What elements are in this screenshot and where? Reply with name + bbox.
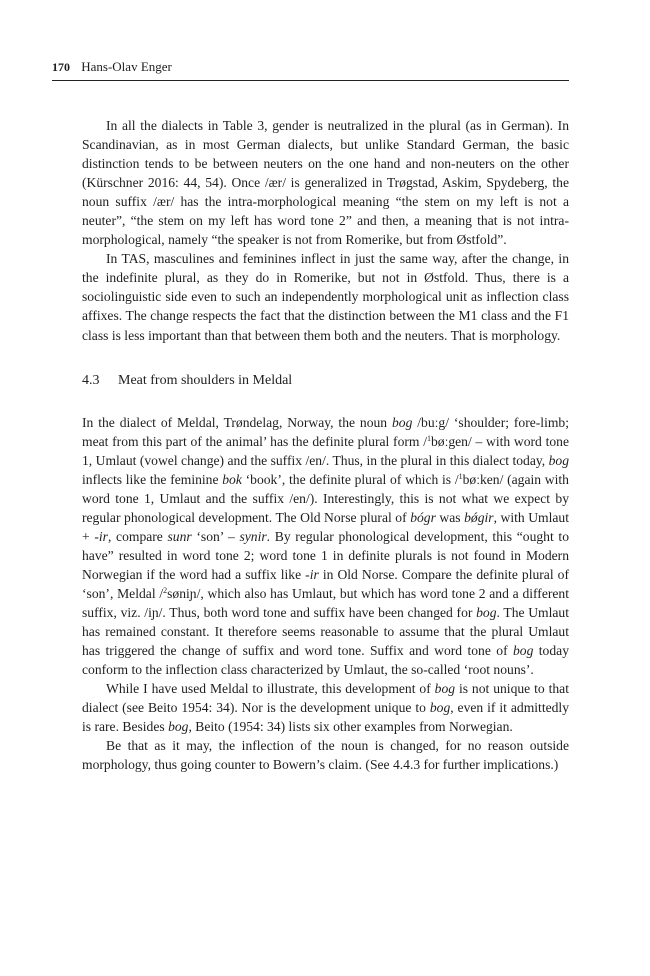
running-head [52,58,569,81]
section-number: 4.3 [82,372,100,388]
text-run: , Beito (1954: 34) lists six other examples from Norwegian. [188,719,513,735]
italic-term: bog [513,643,534,659]
text-run: /buːg/ ‘shoulder; fore-limb; meat from this part of the animal’ has the definite plural form / [82,414,569,449]
text-run: In the dialect of Meldal, Trøndelag, Norway, the noun [82,414,392,430]
text-run: . The Umlaut has remained constant. It therefore seems reasonable to assume that the plural Umlaut has triggered the change of suffix and word tone. Suffix and word tone of [82,605,570,659]
text-run: , compare [107,528,168,544]
section-heading [82,371,569,391]
italic-term: bog [392,414,413,430]
text-run: is not unique to that dialect (see Beito 1954: 34). Nor is the development unique to [82,681,569,716]
text-run: inflects like the feminine [82,471,223,487]
italic-term: bog [168,719,189,735]
italic-term: -ir [94,528,108,544]
text-run: While I have used Meldal to illustrate, this development of [106,681,435,697]
italic-term: sunr [167,528,192,544]
paragraph [82,679,569,736]
paragraph [82,116,569,249]
tone-superscript: 1 [426,433,431,443]
section-title: Meat from shoulders in Meldal [118,372,293,388]
italic-term: bǿgir [464,509,494,525]
text-run: In TAS, masculines and feminines inflect in just the same way, after the change, in the indefinite plural, as they do in Romerike, but not in Østfold. Thus, there is a sociolinguistic side even to such an independently morphological unit as inflection class affixes. The change respects the fact that the distinction between the M1 class and the F1 class is less important than that between them both and the neuters. That is morphology. [82,251,569,343]
text-run: ‘son’ – [191,528,240,544]
text-run: ‘book’, the definite plural of which is / [241,471,459,487]
text-run: today conform to the inflection class characterized by Umlaut, the so-called ‘root nouns’. [82,643,569,678]
tone-superscript: 2 [163,585,168,595]
text-run: , with Umlaut + [82,509,569,544]
paragraph [82,249,569,344]
text-run: was [435,509,465,525]
text-run: in Old Norse. Compare the definite plural of ‘son’, Meldal / [82,566,569,601]
italic-term: bog [429,700,451,716]
text-run: Be that as it may, the inflection of the noun is changed, for no reason outside morphology, thus going counter to Bowern’s claim. (See 4.4.3 for further implications.) [82,738,569,773]
text-run: bøːgen/ – with word tone 1, Umlaut (vowel change) and the suffix /en/. Thus, in the plural in this dialect today, [82,433,569,468]
running-head-author: Hans-Olav Enger [81,59,172,74]
italic-term: bog [548,452,569,468]
text-run: søniɲ/, which also has Umlaut, but which has word tone 2 and a different suffix, viz. /iɲ/. Thus, both word tone and suffix have been changed for [82,585,569,621]
text-run: In all the dialects in Table 3, gender is neutralized in the plural (as in German). In Scandinavian, as in most German dialects, but unlike Standard German, the basic distinction tends to be between neuters on the one hand and non-neuters on the other (Kürschner 2016: 44, 54). Once /ær/ is generalized in Trøgstad, Askim, Spydeberg, the noun suffix /ær/ has the intra-morphological meaning “the stem on my left is not a neuter”, “the stem on my left has word tone 2” and then, a meaning that is not intra-morphological, namely “the speaker is not from Romerike, but from Østfold”. [82,118,569,248]
page-number: 170 [52,60,70,74]
italic-term: -ir [305,566,319,582]
text-run: bøːken/ (again with word tone 1, Umlaut and the suffix /en/). Interestingly, this is not what we expect by regular phonological development. The Old Norse plural of [82,471,569,525]
italic-term: bog [434,681,456,697]
text-run: . By regular phonological development, this “ought to have” resulted in word tone 2; word tone 1 in definite plurals is not found in Modern Norwegian if the word had a suffix like [82,528,569,582]
text-run: , even if it admittedly is rare. Besides [82,700,569,735]
paragraph [82,413,569,680]
paragraph [82,736,569,774]
italic-term: bog [476,605,497,621]
italic-term: synir [239,528,267,544]
tone-superscript: 1 [458,471,463,481]
italic-term: bógr [410,509,436,525]
body-text [82,116,569,774]
italic-term: bok [222,471,242,487]
